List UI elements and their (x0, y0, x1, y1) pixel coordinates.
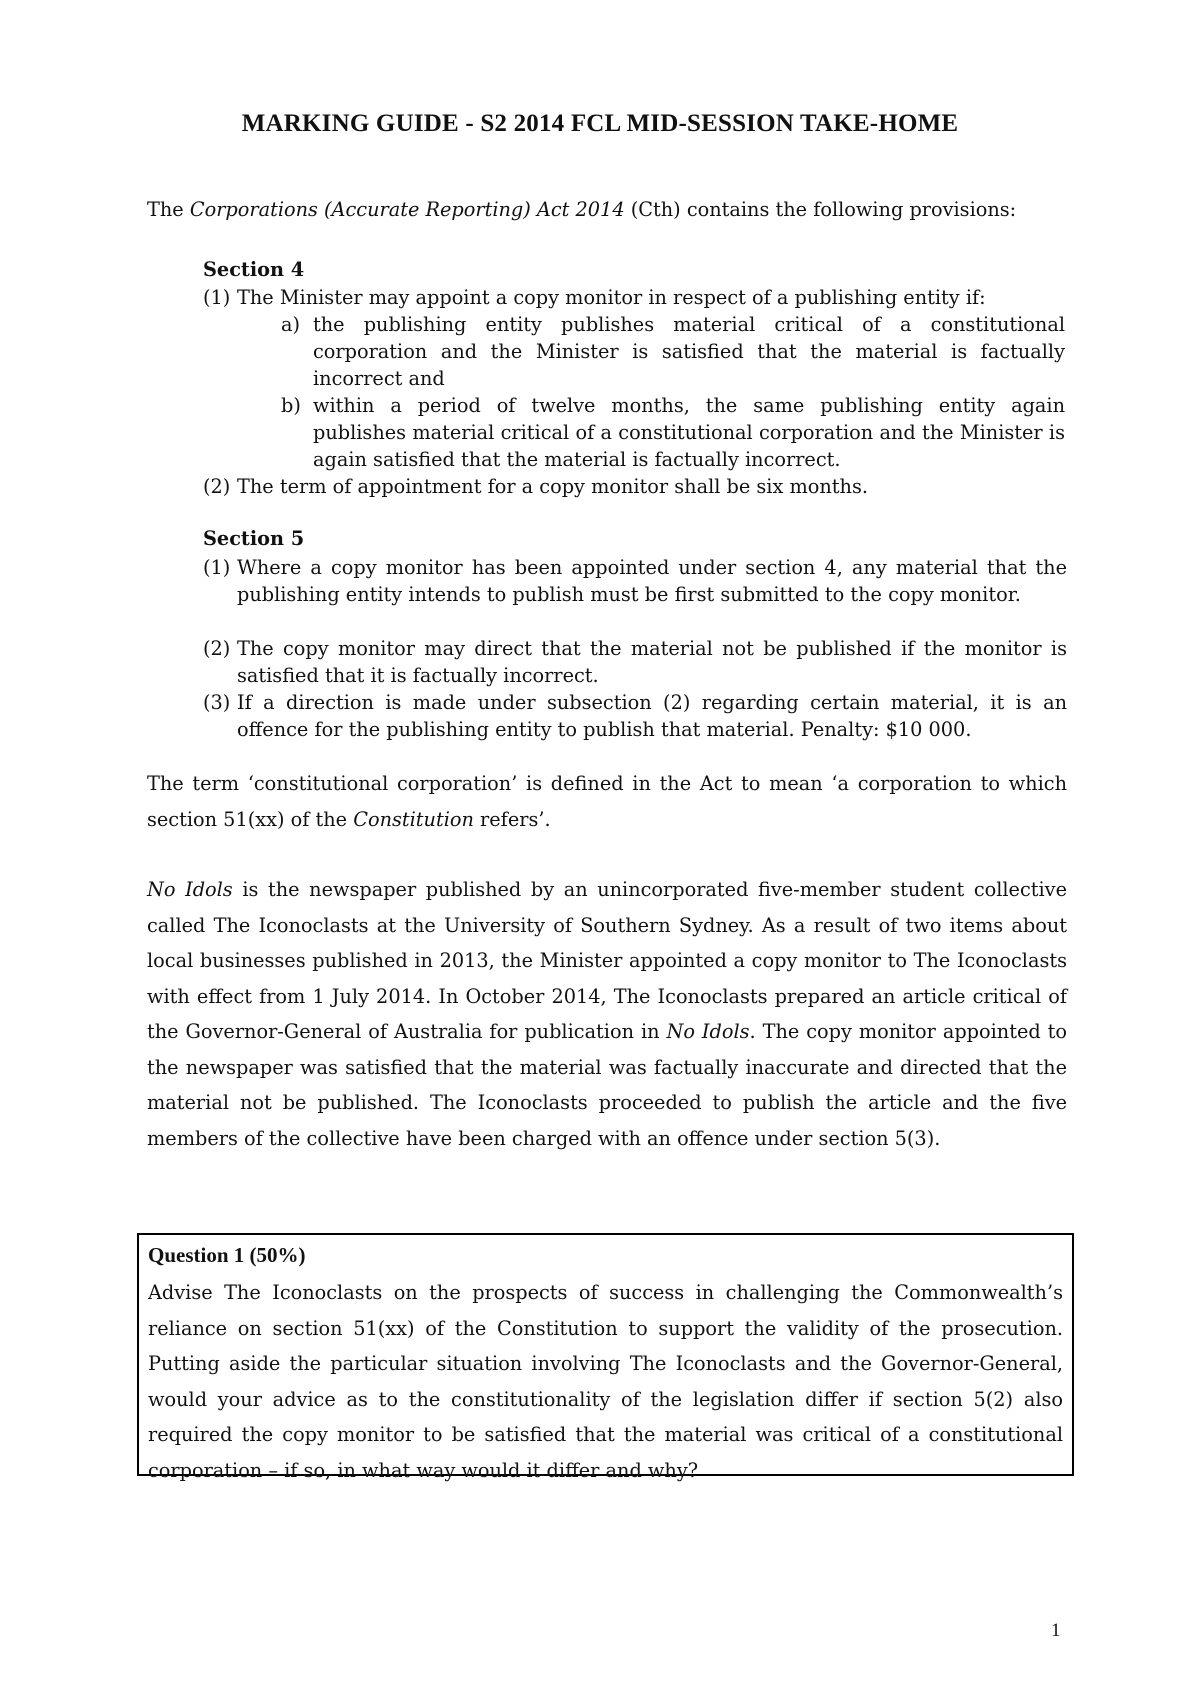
s5-sub1-number: (1) (203, 556, 231, 579)
s4-item-a-label: a) (281, 313, 301, 336)
question-heading (148, 1243, 306, 1268)
facts-paragraph (147, 872, 1067, 1156)
newspaper-name-2: No Idols (666, 1020, 750, 1043)
s5-sub3-text: If a direction is made under subsection (2) regarding certain material, it is an offence for the publishing entity to publish that material. Penalty: $10 000. (237, 691, 1067, 741)
question-label: Question 1 (148, 1243, 245, 1267)
s4-item-a-text: the publishing entity publishes material critical of a constitutional corporation and the Minister is satisfied that the material is factually incorrect and (313, 313, 1065, 390)
s5-sub2-text: The copy monitor may direct that the material not be published if the monitor is satisfied that it is factually incorrect. (237, 637, 1067, 687)
facts-text-2: . The copy monitor appointed to the newspaper was satisfied that the material was factually inaccurate and directed that the material not be published. The Iconoclasts proceeded to publish the article and the five members of the collective have been charged with an offence under section 5(3). (147, 1020, 1068, 1150)
s4-sub1-text: The Minister may appoint a copy monitor in respect of a publishing entity if: (237, 286, 986, 309)
question-text: Advise The Iconoclasts on the prospects of success in challenging the Commonwealth’s reliance on section 51(xx) of the Constitution to support the validity of the prosecution. Putting aside the particular situation involving The Iconoclasts and the Governor-General, would your advice as to the constitutionality of the legislation differ if section 5(2) also required the copy monitor to be satisfied that the material was critical of a constitutional corporation – if so, in what way would it differ and why? (148, 1281, 1063, 1482)
intro-pre: The (147, 198, 190, 221)
s4-item-b-text: within a period of twelve months, the same publishing entity again publishes material critical of a constitutional corporation and the Minister is again satisfied that the material is factually incorrect. (313, 394, 1065, 471)
newspaper-name: No Idols (147, 878, 233, 901)
document-title: MARKING GUIDE - S2 2014 FCL MID-SESSION TAKE-HOME (241, 110, 959, 137)
section-5-heading: Section 5 (203, 527, 305, 550)
s4-sub1-number: (1) (203, 286, 231, 309)
page-number: 1 (1051, 1620, 1061, 1641)
act-name: Corporations (Accurate Reporting) Act 2014 (189, 198, 625, 221)
facts-text-1: is the newspaper published by an unincorporated five-member student collective called The Iconoclasts at the University of Southern Sydney. As a result of two items about local businesses published in 2013, the Minister appointed a copy monitor to The Iconoclasts with effect from 1 July 2014. In October 2014, The Iconoclasts prepared an article critical of the Governor-General of Australia for publication in (147, 878, 1067, 1043)
intro-paragraph (147, 196, 1067, 223)
s5-sub2-number: (2) (203, 637, 231, 660)
question-box (137, 1233, 1074, 1482)
s4-sub2-text: The term of appointment for a copy monitor shall be six months. (237, 475, 868, 498)
s4-item-b-label: b) (281, 394, 301, 417)
section-4-heading: Section 4 (203, 258, 305, 281)
definition-post: refers’. (473, 807, 551, 831)
constitution-term: Constitution (353, 807, 474, 831)
s5-sub3-number: (3) (203, 691, 231, 714)
intro-post: (Cth) contains the following provisions: (624, 198, 1017, 221)
definition-paragraph (147, 766, 1067, 837)
s4-sub2-number: (2) (203, 475, 231, 498)
s5-sub1-text: Where a copy monitor has been appointed under section 4, any material that the publishing entity intends to publish must be first submitted to the copy monitor. (237, 556, 1067, 606)
definition-pre: The term ‘constitutional corporation’ is defined in the Act to mean ‘a corporation to which section 51(xx) of the (147, 772, 1067, 831)
question-weight: (50%) (244, 1243, 306, 1267)
